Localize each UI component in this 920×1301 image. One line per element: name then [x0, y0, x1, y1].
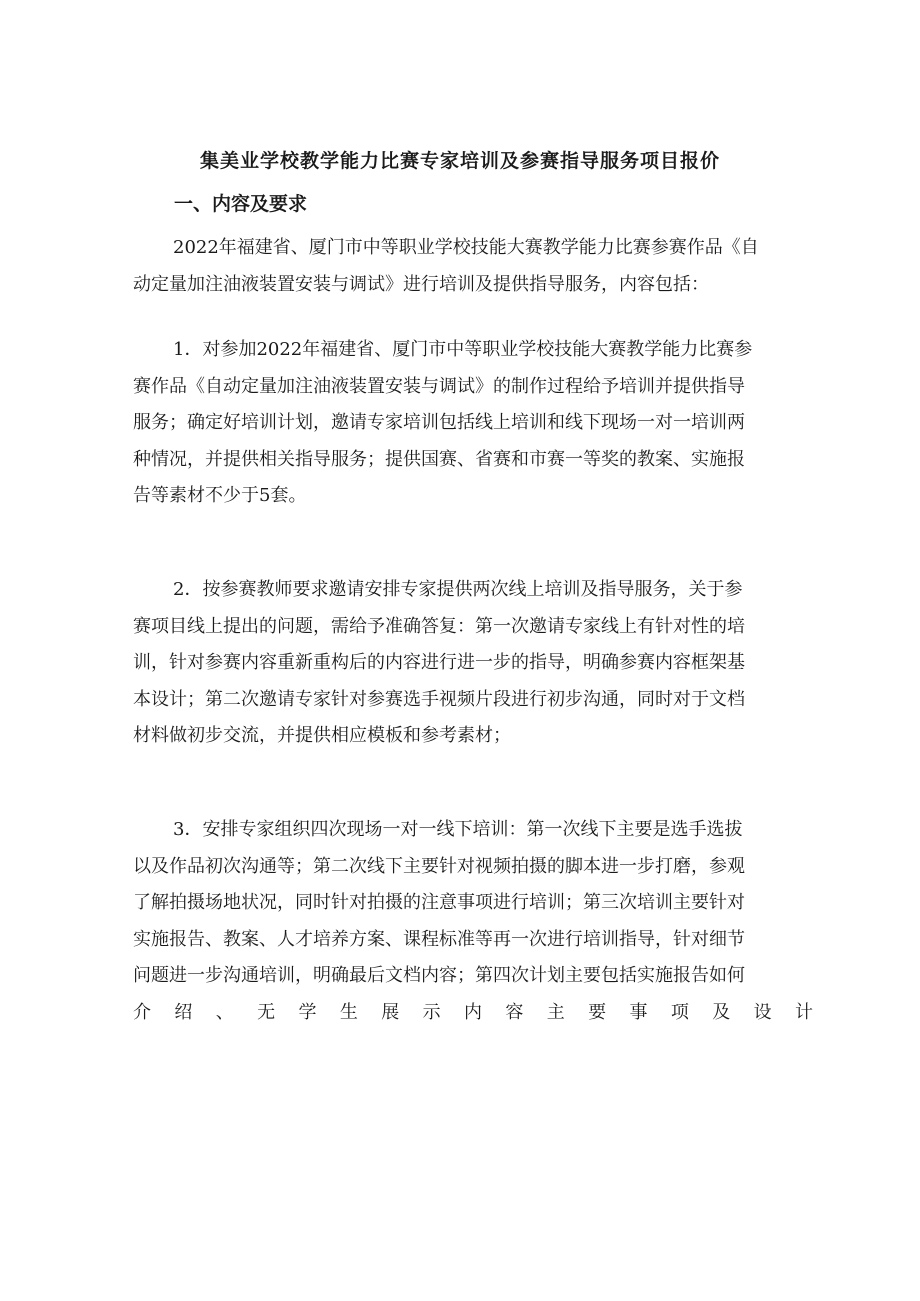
paragraph-line: 种情况，并提供相关指导服务；提供国赛、省赛和市赛一等奖的教案、实施报: [133, 448, 745, 470]
paragraph-intro: [133, 230, 813, 303]
spread-char: 及: [712, 1001, 731, 1023]
paragraph-line: 3．安排专家组织四次现场一对一线下培训：第一次线下主要是选手选拔: [173, 819, 743, 840]
paragraph-line: 训，针对参赛内容重新重构后的内容进行进一步的指导，明确参赛内容框架基: [133, 652, 745, 673]
paragraph-line: 服务；确定好培训计划，邀请专家培训包括线上培训和线下现场一对一培训两: [133, 412, 745, 433]
paragraph-line: 问题进一步沟通培训，明确最后文档内容；第四次计划主要包括实施报告如何: [133, 965, 745, 986]
paragraph-line: 告等素材不少于5套。: [133, 485, 307, 506]
paragraph-line: 1．对参加2022年福建省、厦门市中等职业学校技能大赛教学能力比赛参: [173, 339, 753, 360]
spread-char: 事: [629, 1001, 648, 1023]
spread-char: 展: [381, 1001, 400, 1023]
spread-char: 项: [670, 1001, 689, 1023]
paragraph-line: 了解拍摄场地状况，同时针对拍摄的注意事项进行培训；第三次培训主要针对: [133, 892, 745, 913]
spread-char: 主: [546, 1001, 565, 1023]
paragraph-line: 赛项目线上提出的问题，需给予准确答复：第一次邀请专家线上有针对性的培: [133, 615, 745, 637]
section-heading: 一、内容及要求: [174, 193, 308, 215]
paragraph-item-1: [133, 332, 813, 515]
spread-char: 设: [753, 1001, 772, 1023]
paragraph-item-2: [133, 572, 813, 755]
spread-char: 要: [588, 1001, 607, 1023]
paragraph-line: 材料做初步交流，并提供相应模板和参考素材；: [133, 725, 511, 746]
spread-char: 介: [133, 1001, 151, 1023]
spread-char: 计: [795, 1001, 813, 1023]
paragraph-line: 2．按参赛教师要求邀请安排专家提供两次线上培训及指导服务，关于参: [173, 579, 743, 600]
paragraph-line: 实施报告、教案、人才培养方案、课程标准等再一次进行培训指导，针对细节: [133, 928, 745, 950]
spread-char: 示: [422, 1001, 441, 1023]
spread-char: 绍: [174, 1001, 193, 1023]
paragraph-line: 本设计；第二次邀请专家针对参赛选手视频片段进行初步沟通，同时对于文档: [133, 688, 745, 710]
paragraph-line-spread: [133, 995, 813, 1032]
paragraph-line: 2022年福建省、厦门市中等职业学校技能大赛教学能力比赛参赛作品《自: [173, 237, 759, 258]
paragraph-line: 动定量加注油液装置安装与调试》进行培训及提供指导服务，内容包括：: [133, 273, 709, 295]
paragraph-line: 以及作品初次沟通等；第二次线下主要针对视频拍摄的脚本进一步打磨，参观: [133, 855, 745, 877]
spread-char: 生: [339, 1001, 358, 1023]
spread-char: 内: [464, 1001, 482, 1023]
paragraph-line: 赛作品《自动定量加注油液装置安装与调试》的制作过程给予培训并提供指导: [133, 375, 745, 397]
document-title: 集美业学校教学能力比赛专家培训及参赛指导服务项目报价: [199, 150, 720, 172]
spread-char: 学: [298, 1001, 317, 1023]
paragraph-item-3: [133, 812, 813, 1031]
spread-char: 、: [215, 1001, 234, 1023]
spread-char: 容: [505, 1001, 524, 1023]
spread-char: 无: [257, 1001, 276, 1023]
